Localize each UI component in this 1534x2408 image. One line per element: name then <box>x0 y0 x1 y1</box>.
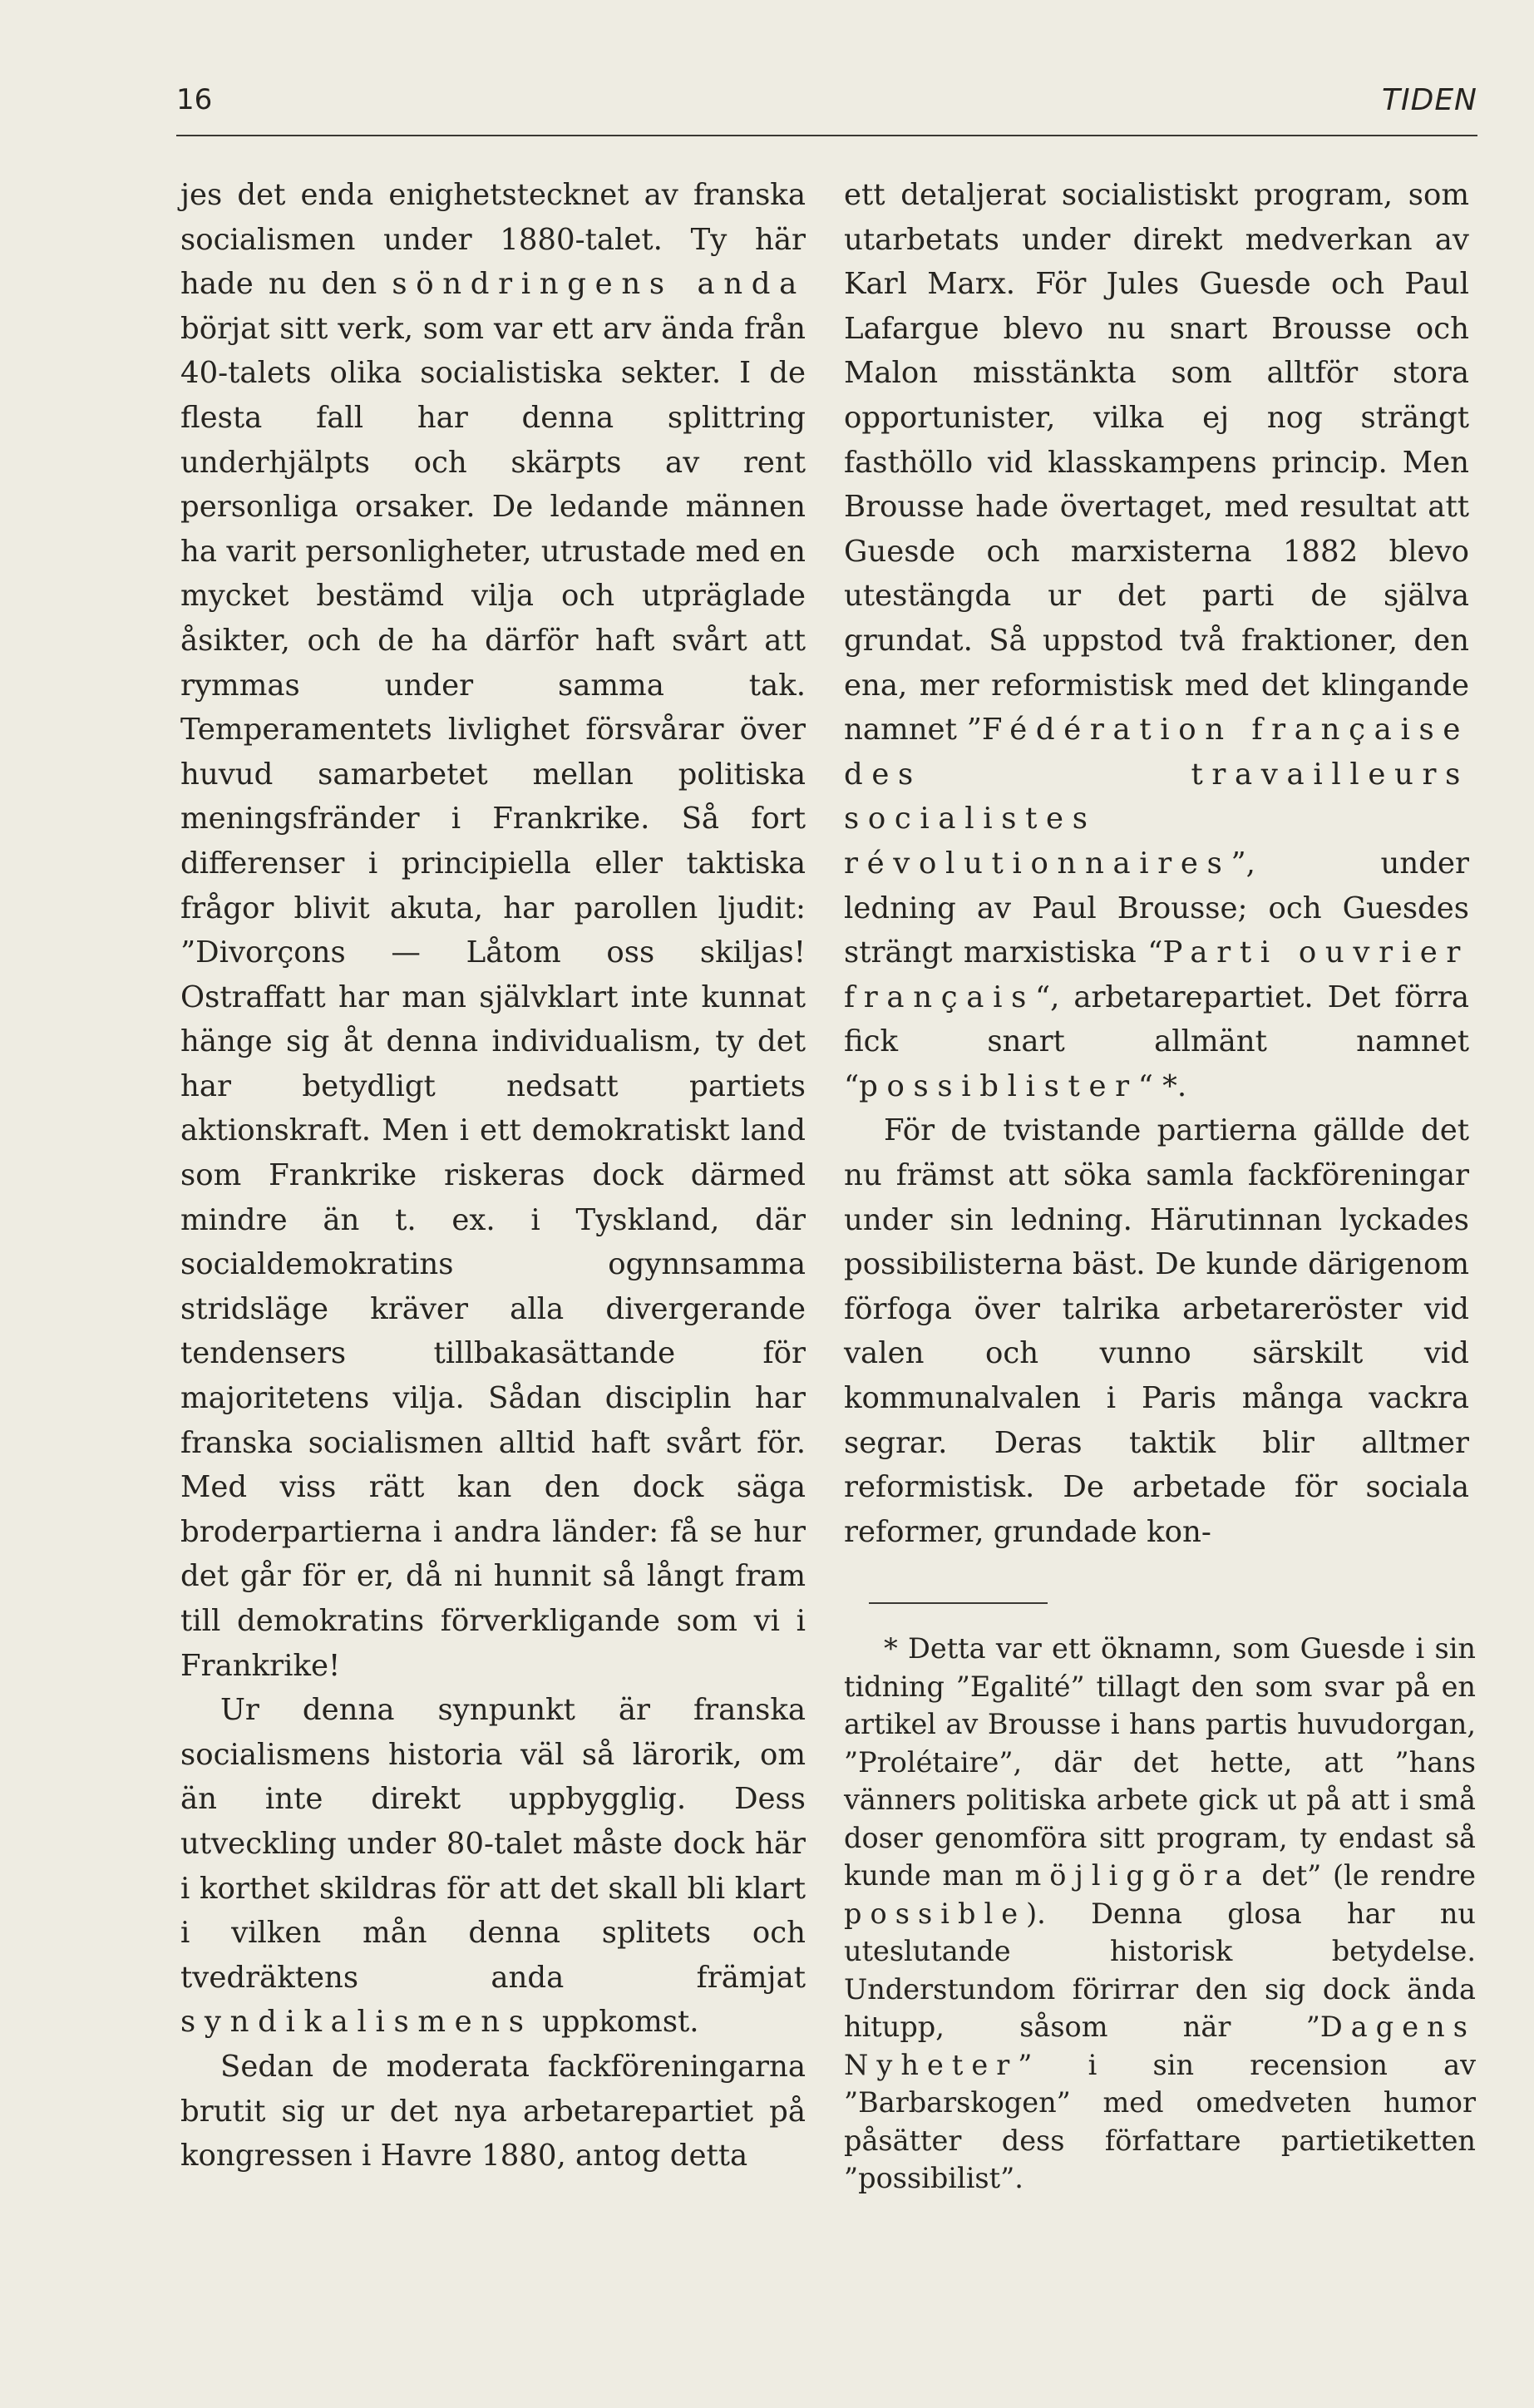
header-rule <box>176 135 1477 136</box>
running-title: TIDEN <box>1381 83 1477 117</box>
footnote-text-g: ” i sin recension av ”Barbarskogen” med omedveten humor påsätter dess författare partietiketten ”possibilist”. <box>844 2048 1476 2194</box>
left-paragraph-3: Sedan de moderata fackföreningarna brutit sig ur det nya arbetarepartiet på kongressen i Havre 1880, antog detta <box>180 2049 806 2174</box>
footnote-rule <box>869 1602 1048 1604</box>
left-p1-text-c: börjat sitt verk, som var ett arv ända från 40-talets olika socialistiska sekter. I de flesta fall har denna splittring underhjälpts och skärpts av rent personliga orsaker. De ledande männen ha varit personligheter, utrustade med en mycket bestämd vilja och utpräglade åsikter, och de ha därför haft svårt att rymmas under samma tak. Temperamentets livlighet försvårar över huvud samarbetet mellan politiska meningsfränder i Frankrike. Så fort differenser i principiella eller taktiska frågor blivit akuta, har parollen ljudit: ”Divorçons — Låtom oss skiljas! Ostraffatt har man självklart inte kunnat hänge sig åt denna individualism, ty det har betydligt nedsatt partiets aktionskraft. Men i ett demokratiskt land som Frankrike riskeras dock därmed mindre än t. ex. i Tyskland, där socialdemokratins ogynnsamma stridsläge kräver alla divergerande tendensers tillbakasättande för majoritetens vilja. Sådan disciplin har franska socialismen alltid haft svårt för. Med viss rätt kan den dock säga broderpartierna i andra länder: få se hur det går för er, då ni hunnit så långt fram till demokratins förverkligande som vi i Frankrike! <box>180 311 806 1683</box>
footnote-text-a: * Detta var ett öknamn, som Guesde i sin tidning ”Egalité” tillagt den som svar på en artikel av Brousse i hans partis huvudorgan, ”Prolétaire”, där det hette, att ”hans vänners politiska arbete gick ut på att i små doser genomföra sitt program, ty endast så kunde man <box>844 1632 1476 1892</box>
left-paragraph-1 <box>180 173 806 1688</box>
footnote <box>844 1630 1476 2198</box>
right-p1-text-e: “, arbetarepartiet. Det förra fick snart allmänt namnet “ <box>844 979 1469 1103</box>
left-paragraph-2 <box>180 1688 806 2045</box>
footnote-spaced-possible: possible <box>844 1897 1027 1930</box>
right-paragraph-1 <box>844 173 1469 1108</box>
left-column <box>180 173 806 2179</box>
right-p1-text-g: “ *. <box>1137 1068 1187 1103</box>
footnote-spaced-dagens-nyheter: Dagens Nyheter <box>844 2011 1476 2081</box>
footnote-paragraph <box>844 1630 1476 2198</box>
right-column <box>844 173 1469 1554</box>
left-p2-text-c: uppkomst. <box>532 2005 699 2040</box>
right-p1-text-a: ett detaljerat socialistiskt program, som utarbetats under direkt medverkan av Karl Marx. För Jules Guesde och Paul Lafargue blevo nu snart Brousse och Malon misstänkta som alltför stora opportunister, vilka ej nog strängt fasthöllo vid klasskampens princip. Men Brousse hade övertaget, med resultat att Guesde och marxisterna 1882 blevo utestängda ur det parti de själva grundat. Så uppstod två fraktioner, den ena, mer reformistisk med det klingande namnet ” <box>844 178 1469 748</box>
footnote-text-e: ). Denna glosa har nu uteslutande historisk betydelse. Understundom förirrar den sig dock ända hitupp, såsom när ” <box>844 1897 1476 2043</box>
right-p1-text-c: ”, under ledning av Paul Brousse; och Guesdes strängt marxistiska “ <box>844 846 1469 970</box>
right-p1-spaced-federation: Fédération française des travailleurs socialistes révolutionnaires <box>844 713 1469 881</box>
right-p1-spaced-parti: Parti ouvrier français <box>844 935 1469 1014</box>
left-p2-spaced-term: syndikalismens <box>180 2005 533 2040</box>
footnote-text-c: det” (le rendre <box>1250 1859 1476 1892</box>
page-number: 16 <box>176 83 213 116</box>
footnote-spaced-mojliggora: möjliggöra <box>1014 1859 1250 1892</box>
right-p1-spaced-possiblister: possiblister <box>859 1068 1138 1103</box>
left-p1-spaced-term: söndringens anda <box>392 267 806 302</box>
page-header <box>176 83 1477 133</box>
left-p1-text-a: jes det enda enighetstecknet av franska socialismen under 1880-talet. Ty här hade nu den <box>180 178 806 302</box>
right-paragraph-2: För de tvistande partierna gällde det nu främst att söka samla fackföreningar under sin ledning. Härutinnan lyckades possibilisterna bäst. De kunde därigenom förfoga över talrika arbetareröster vid valen och vunno särskilt vid kommunalvalen i Paris många vackra segrar. Deras taktik blir alltmer reformistisk. De arbetade för sociala reformer, grundade kon- <box>844 1113 1469 1549</box>
left-p2-text-a: Ur denna synpunkt är franska socialismens historia väl så lärorik, om än inte direkt uppbygglig. Dess utveckling under 80-talet måste dock här i korthet skildras för att det skall bli klart i vilken mån denna splitets och tvedräktens anda främjat <box>180 1693 806 1995</box>
